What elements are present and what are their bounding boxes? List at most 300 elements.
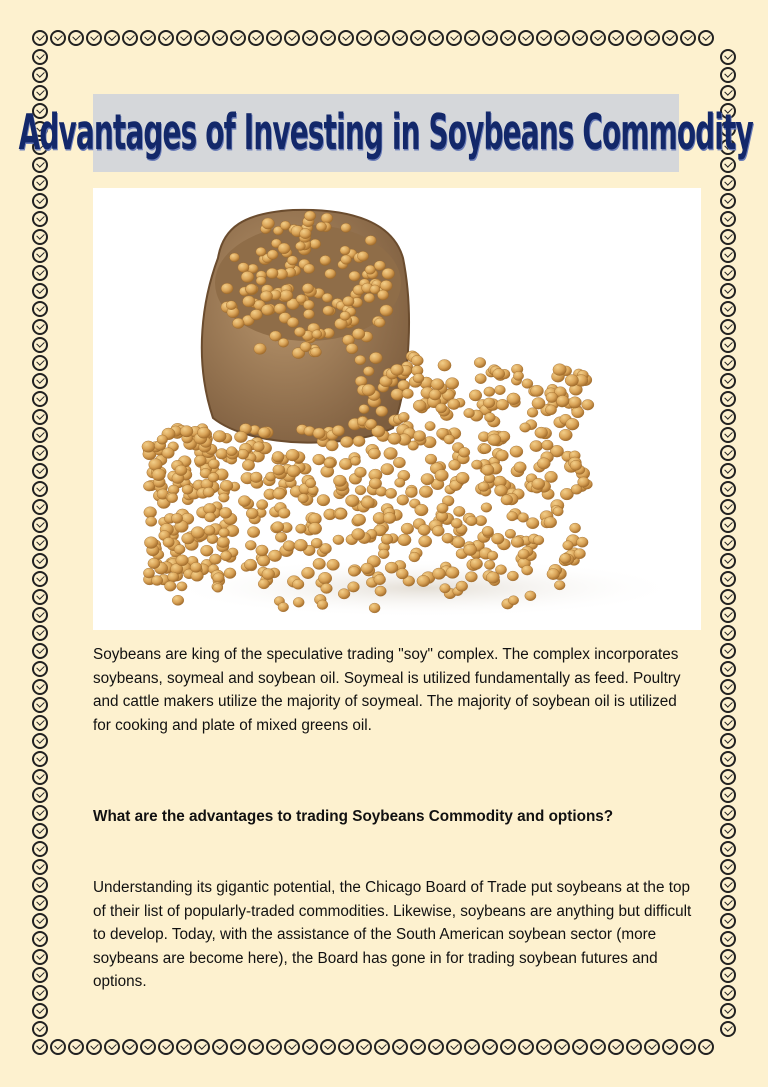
soybean bbox=[340, 436, 353, 447]
soybean bbox=[384, 448, 398, 460]
soybean bbox=[522, 379, 533, 389]
border-ring-icon bbox=[284, 1039, 300, 1055]
soybean bbox=[570, 523, 581, 533]
soybean bbox=[364, 293, 375, 303]
border-ring-icon bbox=[626, 30, 642, 46]
border-ring-icon bbox=[464, 30, 480, 46]
border-ring-icon bbox=[32, 355, 48, 371]
soybean bbox=[142, 441, 155, 452]
border-ring-icon bbox=[302, 30, 318, 46]
border-ring-icon bbox=[720, 391, 736, 407]
border-ring-icon bbox=[720, 283, 736, 299]
soybean bbox=[507, 393, 520, 405]
soybean bbox=[313, 454, 325, 465]
border-ring-icon bbox=[720, 553, 736, 569]
soybean bbox=[237, 449, 248, 459]
soybean bbox=[507, 512, 518, 521]
border-ring-icon bbox=[32, 985, 48, 1001]
soybean bbox=[208, 473, 219, 483]
soybean bbox=[483, 398, 494, 408]
soybean bbox=[346, 495, 360, 507]
border-ring-icon bbox=[482, 30, 498, 46]
border-ring-icon bbox=[194, 30, 210, 46]
border-ring-icon bbox=[122, 1039, 138, 1055]
border-ring-icon bbox=[698, 1039, 714, 1055]
soybean bbox=[411, 355, 423, 366]
border-ring-icon bbox=[428, 1039, 444, 1055]
soybean bbox=[432, 526, 444, 537]
soybean bbox=[213, 573, 225, 583]
border-ring-icon bbox=[720, 373, 736, 389]
border-ring-icon bbox=[32, 337, 48, 353]
soybean bbox=[221, 283, 233, 294]
soybean bbox=[574, 549, 586, 559]
soybean bbox=[306, 479, 316, 488]
soybean bbox=[456, 472, 469, 484]
soybean bbox=[429, 389, 441, 400]
border-ring-icon bbox=[32, 787, 48, 803]
border-ring-icon bbox=[720, 697, 736, 713]
soybean bbox=[321, 583, 333, 593]
soybean bbox=[452, 537, 465, 548]
border-ring-icon bbox=[720, 985, 736, 1001]
border-ring-icon bbox=[608, 30, 624, 46]
border-ring-icon bbox=[446, 30, 462, 46]
soybean bbox=[343, 296, 354, 306]
border-ring-icon bbox=[32, 30, 48, 46]
soybean bbox=[361, 563, 373, 574]
soybean bbox=[464, 544, 477, 556]
soybean bbox=[168, 572, 179, 582]
soybean bbox=[374, 318, 385, 327]
soybean bbox=[456, 581, 468, 591]
soybean bbox=[294, 327, 305, 337]
border-ring-icon bbox=[720, 877, 736, 893]
soybean bbox=[413, 431, 425, 442]
soybean bbox=[546, 392, 558, 402]
soybean bbox=[518, 513, 529, 523]
border-ring-icon bbox=[720, 445, 736, 461]
soybean bbox=[341, 223, 351, 232]
border-ring-icon bbox=[482, 1039, 498, 1055]
soybean bbox=[369, 478, 382, 489]
soybean bbox=[219, 528, 230, 537]
border-ring-icon bbox=[32, 499, 48, 515]
soybean bbox=[385, 562, 398, 573]
border-ring-icon bbox=[680, 30, 696, 46]
soybean-photo bbox=[93, 188, 701, 630]
soybean bbox=[201, 545, 214, 556]
soybean bbox=[417, 575, 430, 586]
soybean bbox=[566, 418, 579, 430]
soybean bbox=[369, 603, 380, 613]
soybean bbox=[280, 221, 290, 230]
soybean bbox=[449, 460, 461, 471]
border-ring-icon bbox=[720, 337, 736, 353]
soybean bbox=[338, 589, 350, 599]
soybean bbox=[501, 495, 513, 505]
border-ring-icon bbox=[32, 229, 48, 245]
soybean bbox=[365, 236, 376, 246]
border-ring-icon bbox=[32, 373, 48, 389]
soybean bbox=[507, 571, 518, 581]
soybean bbox=[250, 472, 262, 483]
soybean bbox=[459, 447, 470, 457]
soybean bbox=[171, 513, 182, 523]
soybean bbox=[325, 269, 336, 279]
soybean bbox=[302, 567, 315, 578]
soybean bbox=[180, 426, 193, 437]
soybean bbox=[197, 427, 210, 438]
soybean bbox=[413, 373, 424, 383]
soybean bbox=[313, 428, 325, 439]
soybean bbox=[560, 553, 571, 563]
soybean bbox=[273, 465, 285, 476]
soybean bbox=[382, 268, 395, 279]
border-ring-icon bbox=[176, 1039, 192, 1055]
soybean bbox=[321, 213, 333, 223]
soybean bbox=[487, 551, 498, 560]
soybean bbox=[353, 514, 366, 525]
soybean bbox=[475, 374, 486, 384]
soybean bbox=[355, 486, 366, 495]
soybean bbox=[300, 229, 312, 239]
soybean bbox=[531, 385, 544, 396]
border-ring-icon bbox=[32, 175, 48, 191]
border-ring-icon bbox=[104, 1039, 120, 1055]
soybean bbox=[535, 427, 548, 438]
soybean bbox=[401, 523, 414, 534]
soybean bbox=[148, 558, 160, 569]
soybean bbox=[446, 378, 459, 390]
soybean bbox=[287, 317, 299, 327]
soybean bbox=[232, 318, 244, 328]
soybean bbox=[570, 460, 582, 470]
soybean bbox=[292, 579, 304, 589]
soybean bbox=[257, 500, 268, 510]
soybean bbox=[488, 434, 501, 446]
border-ring-icon bbox=[32, 769, 48, 785]
soybean bbox=[431, 379, 444, 391]
soybean bbox=[258, 579, 269, 589]
border-ring-icon bbox=[720, 517, 736, 533]
soybean bbox=[415, 504, 428, 516]
border-ring-icon bbox=[104, 30, 120, 46]
soybean bbox=[268, 550, 281, 562]
border-ring-icon bbox=[720, 463, 736, 479]
soybean bbox=[143, 568, 154, 578]
soybean bbox=[313, 558, 326, 569]
soybean bbox=[352, 328, 365, 339]
border-ring-icon bbox=[720, 571, 736, 587]
border-ring-icon bbox=[644, 1039, 660, 1055]
soybean bbox=[478, 482, 489, 492]
soybean bbox=[565, 375, 578, 387]
soybean bbox=[283, 541, 295, 552]
soybean bbox=[335, 508, 347, 519]
soybean bbox=[267, 250, 278, 260]
soybean bbox=[547, 569, 560, 580]
border-ring-icon bbox=[554, 1039, 570, 1055]
soybean bbox=[275, 532, 287, 542]
soybean bbox=[312, 330, 322, 339]
soybean-pile bbox=[142, 211, 594, 613]
border-ring-icon bbox=[248, 30, 264, 46]
soybean bbox=[296, 524, 307, 533]
border-ring-icon bbox=[32, 301, 48, 317]
border-ring-icon bbox=[32, 1003, 48, 1019]
border-ring-icon bbox=[32, 391, 48, 407]
soybean bbox=[340, 246, 350, 255]
border-ring-icon bbox=[720, 967, 736, 983]
soybean bbox=[493, 369, 505, 380]
border-ring-icon bbox=[720, 49, 736, 65]
border-ring-icon bbox=[720, 319, 736, 335]
soybean bbox=[144, 537, 157, 549]
soybean bbox=[513, 371, 523, 380]
border-ring-icon bbox=[720, 427, 736, 443]
soybean bbox=[505, 529, 516, 538]
soybean bbox=[350, 456, 360, 465]
soybean bbox=[582, 400, 594, 411]
border-ring-icon bbox=[720, 931, 736, 947]
soybean bbox=[380, 305, 393, 316]
border-ring-icon bbox=[32, 805, 48, 821]
border-ring-icon bbox=[32, 427, 48, 443]
paragraph-2: Understanding its gigantic potential, the Chicago Board of Trade put soybeans at the top of their list of popularly-traded commodities. Likewise, soybeans are anything but difficult to develop. Today, with the assistance of the South American soybean sector (more soybeans are become here), the Board has gone in for trading soybean futures and options. bbox=[93, 879, 692, 990]
soybean bbox=[298, 494, 309, 503]
soybean bbox=[219, 507, 231, 518]
soybean bbox=[278, 602, 289, 611]
border-ring-icon bbox=[32, 895, 48, 911]
soybean bbox=[409, 552, 420, 562]
soybean bbox=[257, 555, 270, 566]
soybean bbox=[374, 574, 386, 584]
border-ring-icon bbox=[720, 949, 736, 965]
soybean bbox=[474, 358, 486, 368]
border-ring-icon bbox=[32, 247, 48, 263]
border-ring-icon bbox=[32, 67, 48, 83]
soybean bbox=[174, 545, 185, 555]
page-border-bottom bbox=[31, 1039, 715, 1055]
soybean bbox=[216, 449, 228, 460]
border-ring-icon bbox=[720, 859, 736, 875]
soybean bbox=[167, 493, 178, 502]
border-ring-icon bbox=[720, 67, 736, 83]
border-ring-icon bbox=[720, 535, 736, 551]
soybean bbox=[303, 309, 314, 319]
border-ring-icon bbox=[32, 193, 48, 209]
soybean bbox=[525, 591, 536, 601]
border-ring-icon bbox=[720, 913, 736, 929]
border-ring-icon bbox=[720, 193, 736, 209]
border-ring-icon bbox=[320, 30, 336, 46]
soybean bbox=[278, 243, 290, 254]
soybean bbox=[383, 512, 396, 523]
border-ring-icon bbox=[32, 463, 48, 479]
soybean bbox=[522, 565, 533, 575]
border-ring-icon bbox=[720, 1021, 736, 1037]
border-ring-icon bbox=[32, 607, 48, 623]
page-border-top bbox=[31, 30, 715, 46]
soybean bbox=[348, 566, 359, 576]
soybean bbox=[261, 304, 273, 315]
border-ring-icon bbox=[212, 30, 228, 46]
soybean bbox=[278, 508, 290, 518]
soybean bbox=[256, 545, 268, 556]
border-ring-icon bbox=[32, 823, 48, 839]
soybean bbox=[368, 448, 380, 459]
soybean bbox=[381, 464, 394, 475]
border-ring-icon bbox=[720, 715, 736, 731]
soybean bbox=[322, 293, 333, 302]
soybean bbox=[514, 462, 526, 473]
soybean bbox=[577, 537, 589, 547]
border-ring-icon bbox=[536, 30, 552, 46]
border-ring-icon bbox=[410, 1039, 426, 1055]
soybean bbox=[374, 261, 385, 271]
soybean bbox=[221, 551, 232, 561]
soybean bbox=[466, 516, 477, 526]
border-ring-icon bbox=[158, 30, 174, 46]
soybean bbox=[365, 265, 375, 274]
border-ring-icon bbox=[356, 1039, 372, 1055]
soybean bbox=[300, 342, 311, 352]
soybean bbox=[380, 280, 392, 291]
border-ring-icon bbox=[32, 715, 48, 731]
soybean bbox=[470, 558, 483, 569]
border-ring-icon bbox=[32, 589, 48, 605]
soybean bbox=[436, 403, 447, 413]
soybean bbox=[532, 478, 545, 489]
soybean bbox=[532, 398, 545, 410]
soybean bbox=[318, 572, 331, 584]
border-ring-icon bbox=[32, 49, 48, 65]
border-ring-icon bbox=[50, 30, 66, 46]
soybean bbox=[472, 460, 483, 469]
soybean bbox=[357, 251, 368, 261]
border-ring-icon bbox=[500, 30, 516, 46]
soybean bbox=[352, 529, 365, 541]
border-ring-icon bbox=[720, 751, 736, 767]
border-ring-icon bbox=[428, 30, 444, 46]
soybean bbox=[213, 584, 223, 593]
soybean bbox=[363, 366, 374, 376]
soybean bbox=[144, 507, 157, 518]
soybean bbox=[226, 301, 236, 310]
border-ring-icon bbox=[32, 697, 48, 713]
soybean bbox=[484, 560, 495, 569]
border-ring-icon bbox=[32, 481, 48, 497]
soybean bbox=[333, 475, 346, 486]
soybean bbox=[172, 595, 184, 605]
border-ring-icon bbox=[32, 625, 48, 641]
soybean bbox=[496, 450, 509, 461]
border-ring-icon bbox=[32, 841, 48, 857]
soybean bbox=[464, 408, 475, 417]
soybean bbox=[569, 397, 582, 408]
soybean bbox=[262, 569, 275, 580]
soybean bbox=[326, 440, 338, 451]
soybean bbox=[419, 486, 432, 498]
soybean bbox=[391, 364, 404, 375]
border-ring-icon bbox=[720, 85, 736, 101]
border-ring-icon bbox=[662, 30, 678, 46]
soybean bbox=[442, 533, 453, 543]
soybean bbox=[280, 290, 293, 301]
soybean bbox=[210, 554, 222, 564]
soybean bbox=[220, 480, 233, 491]
soybean bbox=[520, 423, 531, 432]
soybean bbox=[182, 485, 193, 495]
border-ring-icon bbox=[32, 445, 48, 461]
border-ring-icon bbox=[392, 30, 408, 46]
border-ring-icon bbox=[374, 30, 390, 46]
border-ring-icon bbox=[572, 1039, 588, 1055]
soybean bbox=[563, 541, 574, 550]
border-ring-icon bbox=[720, 175, 736, 191]
soybean-sack-illustration bbox=[93, 188, 701, 630]
soybean bbox=[224, 568, 236, 579]
border-ring-icon bbox=[720, 661, 736, 677]
soybean bbox=[242, 460, 254, 471]
soybean bbox=[554, 581, 565, 590]
border-ring-icon bbox=[32, 643, 48, 659]
border-ring-icon bbox=[720, 895, 736, 911]
border-ring-icon bbox=[720, 355, 736, 371]
soybean bbox=[219, 493, 230, 502]
border-ring-icon bbox=[86, 1039, 102, 1055]
border-ring-icon bbox=[32, 535, 48, 551]
soybean bbox=[349, 271, 360, 281]
border-ring-icon bbox=[32, 859, 48, 875]
border-ring-icon bbox=[284, 30, 300, 46]
border-ring-icon bbox=[32, 679, 48, 695]
border-ring-icon bbox=[392, 1039, 408, 1055]
soybean bbox=[433, 568, 446, 579]
soybean bbox=[485, 413, 496, 422]
soybean bbox=[496, 399, 508, 410]
border-ring-icon bbox=[32, 949, 48, 965]
page-title: Advantages of Investing in Soybeans Commodity bbox=[18, 104, 754, 162]
soybean bbox=[353, 436, 365, 447]
soybean bbox=[544, 517, 557, 528]
border-ring-icon bbox=[50, 1039, 66, 1055]
border-ring-icon bbox=[590, 30, 606, 46]
border-ring-icon bbox=[248, 1039, 264, 1055]
border-ring-icon bbox=[536, 1039, 552, 1055]
border-ring-icon bbox=[32, 931, 48, 947]
border-ring-icon bbox=[720, 787, 736, 803]
soybean bbox=[324, 458, 335, 468]
soybean bbox=[348, 582, 360, 592]
border-ring-icon bbox=[266, 30, 282, 46]
border-ring-icon bbox=[500, 1039, 516, 1055]
border-ring-icon bbox=[720, 1003, 736, 1019]
soybean bbox=[250, 309, 262, 320]
border-ring-icon bbox=[68, 30, 84, 46]
soybean bbox=[495, 565, 506, 575]
soybean bbox=[238, 263, 249, 273]
soybean bbox=[545, 405, 556, 415]
soybean bbox=[245, 541, 256, 551]
soybean bbox=[448, 399, 460, 410]
soybean bbox=[247, 527, 259, 538]
soybean bbox=[317, 495, 330, 506]
soybean bbox=[355, 467, 367, 477]
border-ring-icon bbox=[720, 733, 736, 749]
soybean bbox=[419, 536, 432, 548]
